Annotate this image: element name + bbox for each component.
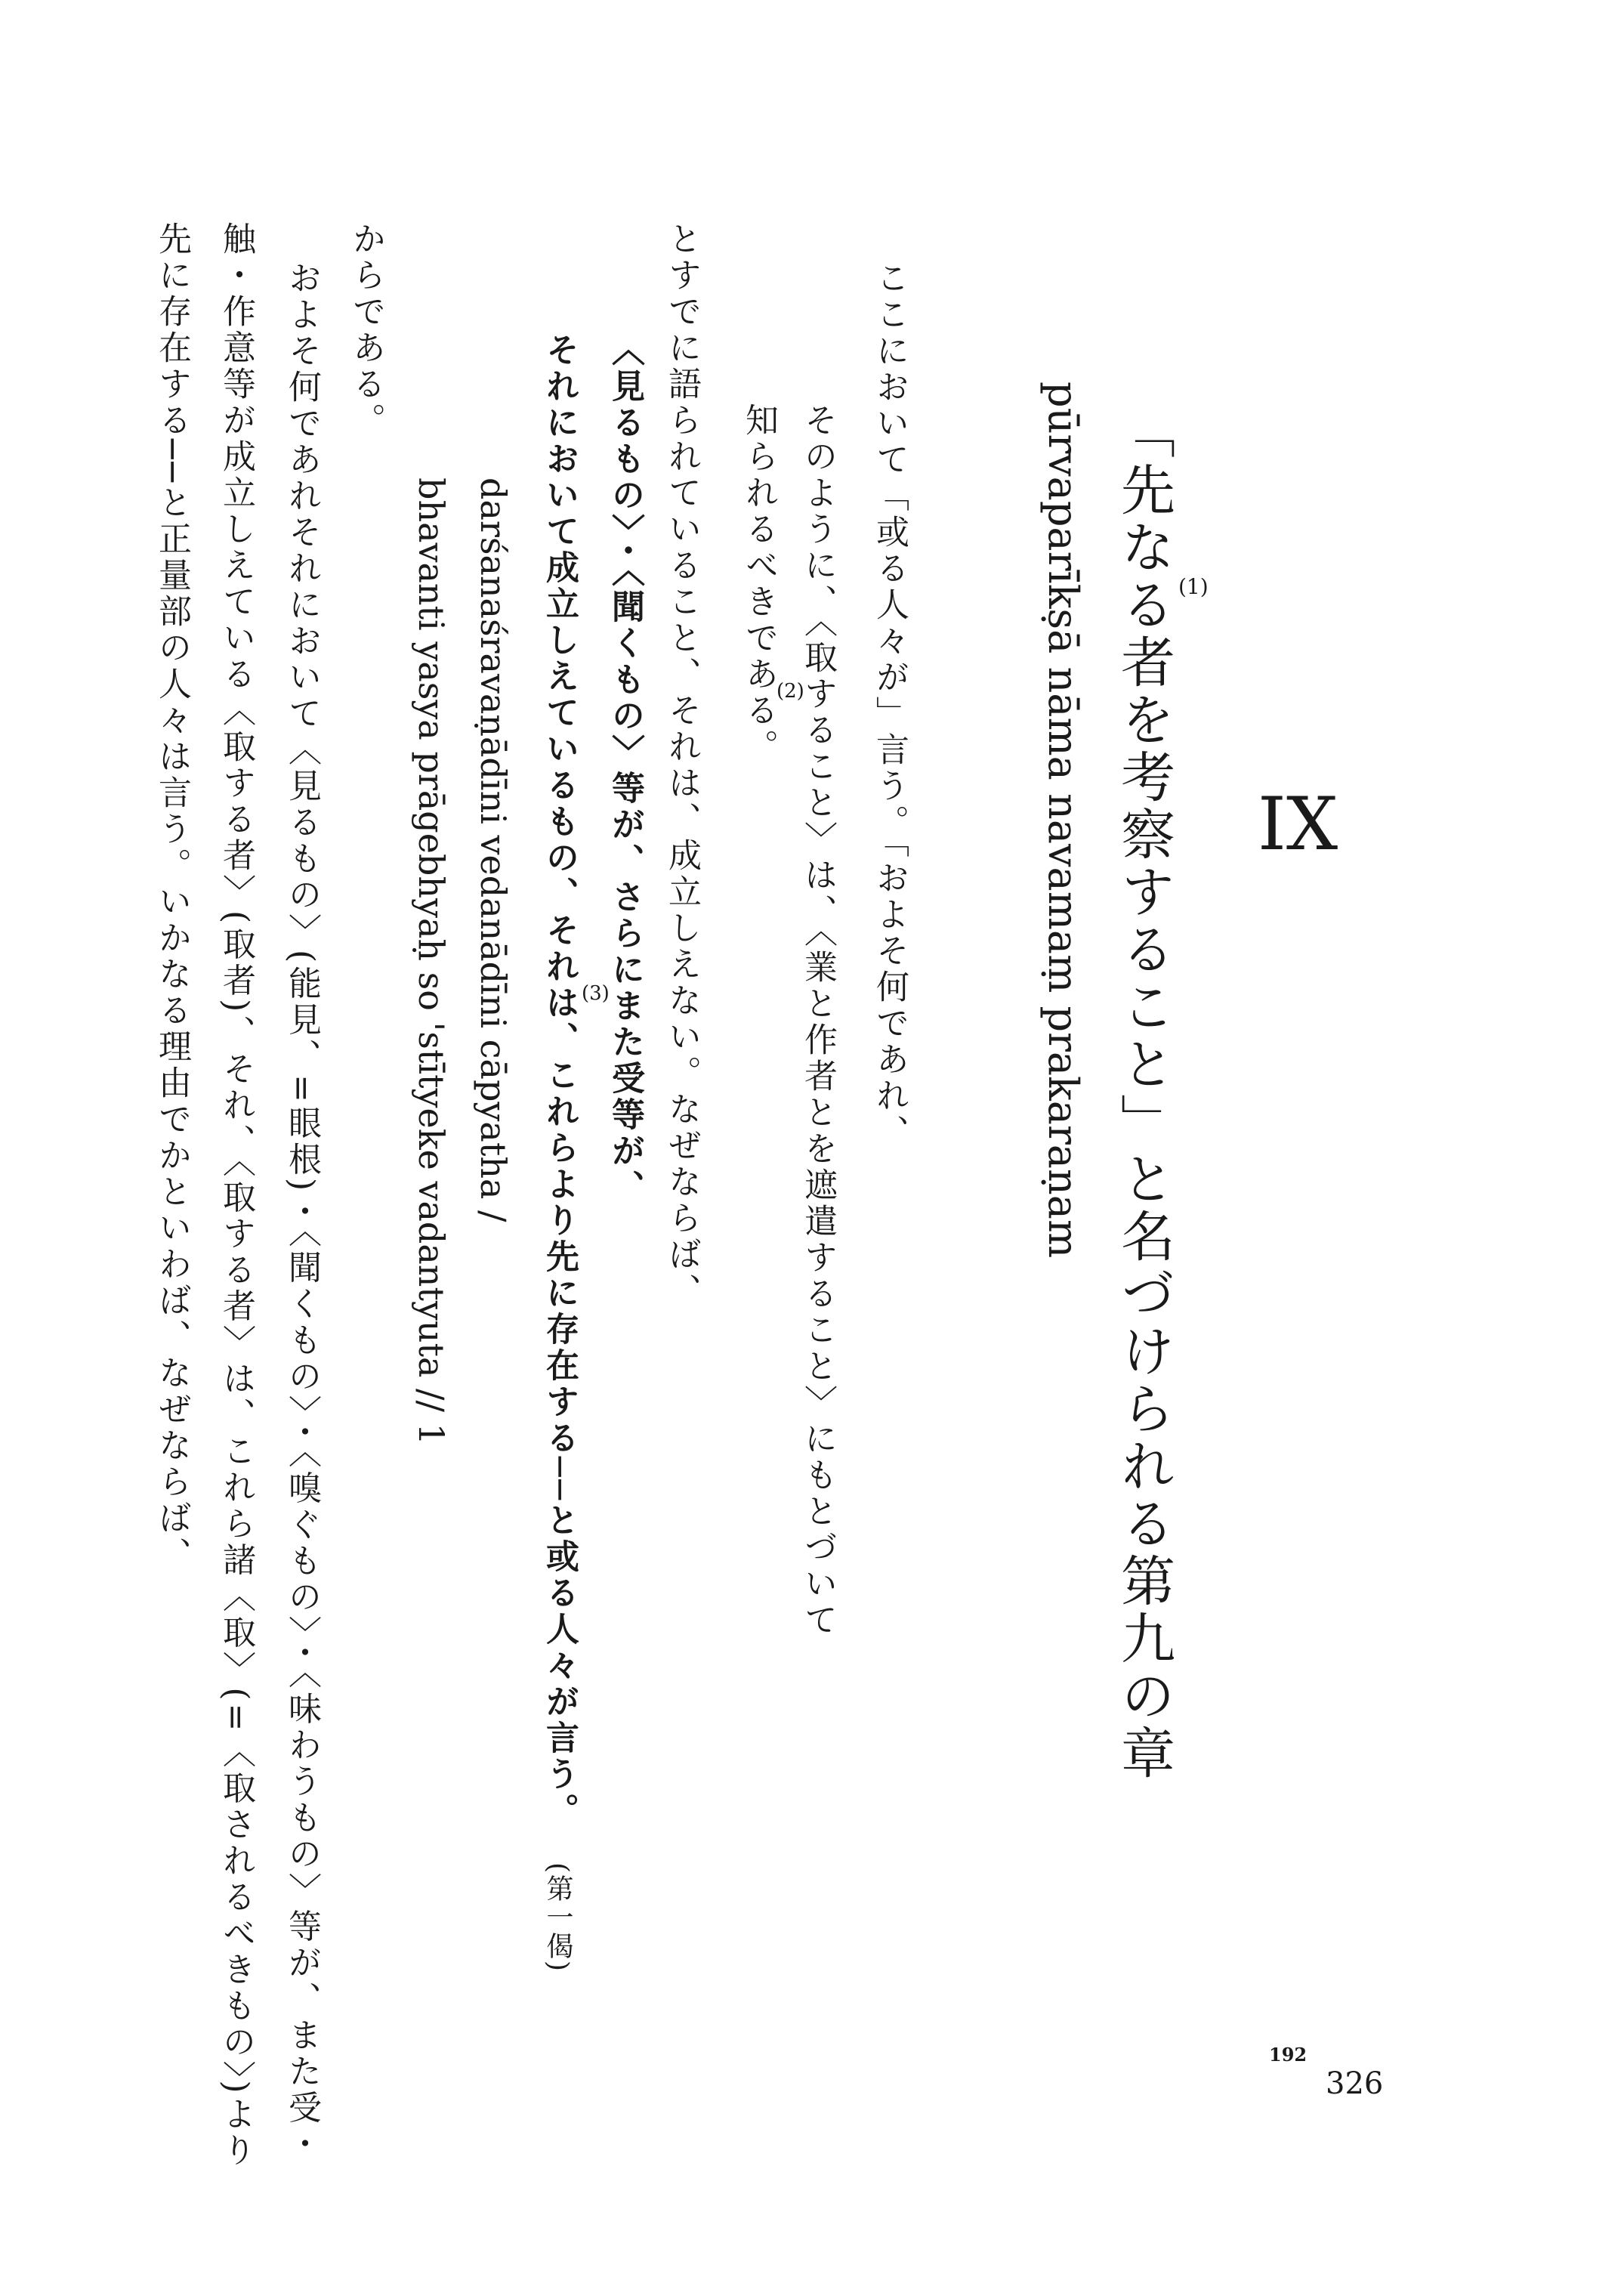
commentary-line-1: からである。 [347,221,385,439]
title-footnote-marker: (1) [1178,574,1209,599]
commentary-line-4: 先に存在する──と正量部の人々は言う。いかなる理由でかといわば、なぜならば、 [153,221,191,1573]
chapter-numeral: IX [1258,782,1338,867]
chapter-title-sanskrit: pūrvaparīkṣā nāma navamaṃ prakaraṇam [1039,382,1087,1259]
intro-line-2: そのように、〈取すること〉は、〈業と作者とを遮遣すること〉にもとづいて [798,403,837,1639]
chapter-title: 「先なる者を考察すること」と名づけられる第九の章 [1112,404,1175,1782]
intro-line-4: とすでに語られていること、それは、成立しえない。なぜならば、 [662,221,701,1309]
intro-footnote-marker: (2) [776,680,804,703]
verse-reference: (第一偈) [542,1862,573,1973]
verse-line-1: 〈見るもの〉・〈聞くもの〉等が、さらにまた受等が、 [606,332,644,1206]
verse-footnote-marker: (3) [582,982,610,1005]
verse-line-2: それにおいて成立しえているもの、それは、これらより先に存在する──と或る人々が言う。 [540,332,579,1829]
verse-sanskrit-2: bhavanti yasya prāgebhyaḥ so 'stītyeke vadantyuta // 1 [411,477,452,1445]
commentary-line-2: およそ何であれそれにおいて〈見るもの〉(能見、=眼根)・〈聞くもの〉・〈嗅ぐもの〉・〈味わうもの〉等が、また受・ [283,261,321,2163]
intro-line-3: 知られるべきである。 [739,403,778,765]
verse-sanskrit-1: darśanaśravaṇādīni vedanādīni cāpyatha / [473,477,514,1222]
intro-line-1: ここにおいて「或る人々が」言う。「およそ何であれ、 [870,261,909,1151]
page-number: 326 [1326,2066,1384,2101]
original-page-number: 192 [1269,2044,1308,2066]
commentary-line-3: 触・作意等が成立しえている〈取する者〉(取者)、それ、〈取する者〉は、これら諸〈取〉(=〈取されるべきもの〉)より [217,221,255,2169]
